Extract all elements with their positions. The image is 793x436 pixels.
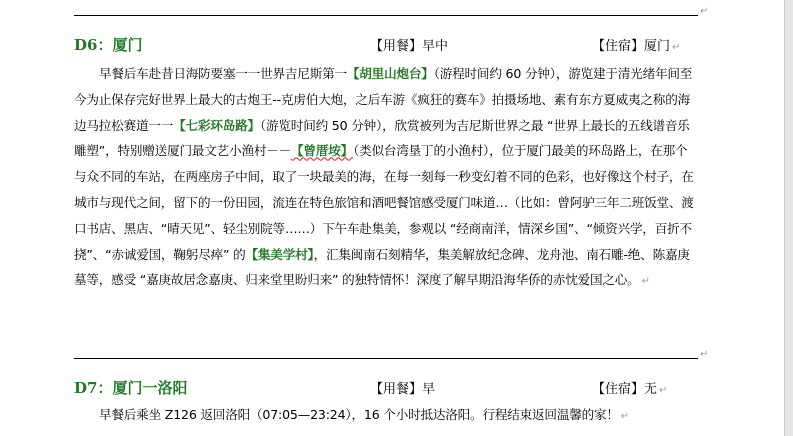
meal-label: 【用餐】 <box>370 39 423 54</box>
stay-label: 【住宿】 <box>592 382 645 397</box>
paragraph-mark: ↵ <box>620 411 629 422</box>
day-7-header <box>74 377 698 397</box>
seg-6: （类似台湾垦丁的小渔村），位于厦门最美的环岛路上，在那个与众不同的车站，在两座房子中间，取了一块最美的海，在每一刻每一秒变幻着不同的色彩，也好像这个村子，在城市与现代之间，留下的一份田园，流连在特色旅馆和酒吧餐馆感受厦门味道…（比如：曾阿驴三年二班饭堂、渡口书店、黑店、“晴天见”、轻尘别院等……）下午车赴集美，参观以 “经商南洋，情深乡国”、“倾资兴学，百折不挠”、“赤诚爱国，鞠躬尽瘁” 的 <box>74 143 694 262</box>
section-divider-bottom <box>74 358 698 359</box>
stay-value: 无 <box>644 382 658 397</box>
paragraph-mark: ↵ <box>672 42 681 53</box>
seg-0: 早餐后车赴昔日海防要塞一一世界吉尼斯第一 <box>99 66 347 81</box>
paragraph-mark: ↵ <box>641 276 650 288</box>
seg-5-highlight: 【曾厝垵】 <box>291 143 354 159</box>
paragraph-mark: ↵ <box>659 385 668 396</box>
stay-value: 厦门 <box>644 39 671 54</box>
seg-7-highlight: 【集美学村】 <box>245 246 314 262</box>
section-divider-top <box>74 15 698 16</box>
day-7-text: 早餐后乘坐 Z126 返回洛阳（07:05—23:24），16 个小时抵达洛阳。行程结束返回温馨的家！ <box>99 407 619 422</box>
meal-value: 早中 <box>422 39 449 54</box>
day-6-description <box>74 61 698 295</box>
meal-value: 早 <box>422 382 436 397</box>
stay-label: 【住宿】 <box>592 39 645 54</box>
paragraph-mark: ↵ <box>700 349 709 360</box>
day-6-header <box>74 34 698 54</box>
day-7-description <box>74 402 698 430</box>
seg-1-highlight: 【胡里山炮台】 <box>346 66 434 81</box>
day-6-title: D6：厦门 <box>74 36 143 54</box>
seg-2: （游程时间约 60 分钟），游览建于清光绪年间至今为止保存完好世界上最大的古炮王--克虏伯大炮，之后车游《疯狂的赛车》拍摄场地、素有东方夏威夷之称的海边马拉松赛道一一 <box>74 66 693 133</box>
page-edge <box>784 0 793 436</box>
day-6-stay <box>592 35 680 54</box>
day-6-meal <box>370 35 448 54</box>
seg-8: ，汇集闽南石刻精华，集美解放纪念碑、龙舟池、南石雕-绝、陈嘉庚墓等，感受 “嘉庚故居念嘉庚、归来堂里盼归来” 的独特情怀！深度了解早期沿海华侨的赤忱爱国之心。 <box>74 246 690 288</box>
seg-3-highlight: 【七彩环岛路】 <box>173 117 260 133</box>
day-7-title: D7：厦门一洛阳 <box>74 379 188 397</box>
seg-4: （游览时间约 50 分钟），欣赏被列为吉尼斯世界之最 “世界上最长的五线谱音乐雕塑”，特别赠送厦门最文艺小渔村－－ <box>74 117 690 159</box>
paragraph-mark: ↵ <box>700 6 709 17</box>
meal-label: 【用餐】 <box>370 382 423 397</box>
day-7-stay <box>592 378 667 397</box>
day-7-meal <box>370 378 435 397</box>
